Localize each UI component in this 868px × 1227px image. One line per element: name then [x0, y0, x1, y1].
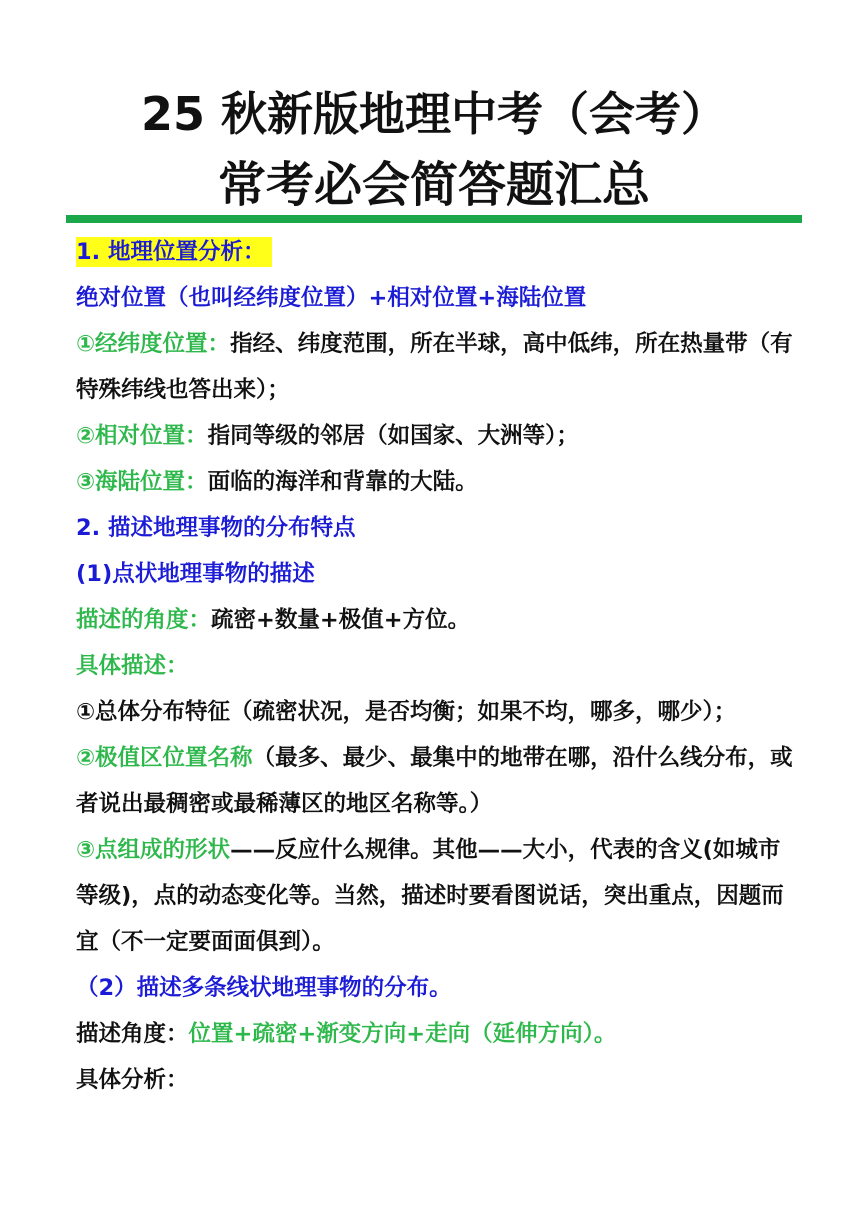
- section2-angle2-label: 描述角度：: [76, 1021, 189, 1047]
- section1-item1: [76, 321, 798, 413]
- section1-item1-label: ①经纬度位置：: [76, 331, 231, 357]
- document-body: [76, 229, 798, 1103]
- title-divider: [66, 215, 802, 223]
- section1-item3-text: 面临的海洋和背靠的大陆。: [207, 469, 478, 495]
- section2-item2-text: （最多、最少、最集中的地带在哪，沿什么线分布，或者说出最稠密或最稀薄区的地区名称等。）: [76, 745, 793, 817]
- section2-item3: [76, 827, 798, 965]
- section2-angle-text: 疏密+数量+极值+方位。: [211, 607, 471, 633]
- document-title-line1: 25 秋新版地理中考（会考）: [140, 87, 728, 141]
- section1-item2-text: 指同等级的邻居（如国家、大洲等）；: [207, 423, 579, 449]
- section2-subheading2: （2）描述多条线状地理事物的分布。: [76, 975, 452, 1001]
- section2-angle2: [76, 1011, 798, 1057]
- section2-item3-text: ——反应什么规律。其他——大小，代表的含义(如城市等级)，点的动态变化等。当然，描述时要看图说话，突出重点，因题而宜（不一定要面面俱到）。: [76, 837, 784, 955]
- section1-item3-label: ③海陆位置：: [76, 469, 208, 495]
- section1-heading-text: 1. 地理位置分析：: [76, 237, 272, 267]
- section1-item1-text: 指经、纬度范围，所在半球，高中低纬，所在热量带（有特殊纬线也答出来）；: [76, 331, 793, 403]
- section2-angle-label: 描述的角度：: [76, 607, 212, 633]
- section1-item3: [76, 459, 798, 505]
- section2-item2-label: ②极值区位置名称: [76, 745, 253, 771]
- section1-item2: [76, 413, 798, 459]
- document-title-line2: 常考必会简答题汇总: [217, 157, 650, 213]
- section2-item3-label: ③点组成的形状: [76, 837, 231, 863]
- section1-heading: [76, 229, 798, 275]
- section2-item2: [76, 735, 798, 827]
- section1-formula: 绝对位置（也叫经纬度位置）+相对位置+海陆位置: [76, 285, 587, 311]
- section2-specific-label: 具体描述：: [76, 653, 189, 679]
- section2-angle: [76, 597, 798, 643]
- section2-analysis-label: 具体分析：: [76, 1067, 189, 1093]
- section1-item2-label: ②相对位置：: [76, 423, 208, 449]
- section2-angle2-text: 位置+疏密+渐变方向+走向（延伸方向）。: [188, 1021, 617, 1047]
- section2-heading: 2. 描述地理事物的分布特点: [76, 515, 356, 541]
- section2-item1: ①总体分布特征（疏密状况，是否均衡；如果不均，哪多，哪少）；: [76, 699, 737, 725]
- section2-subheading1: (1)点状地理事物的描述: [76, 561, 315, 587]
